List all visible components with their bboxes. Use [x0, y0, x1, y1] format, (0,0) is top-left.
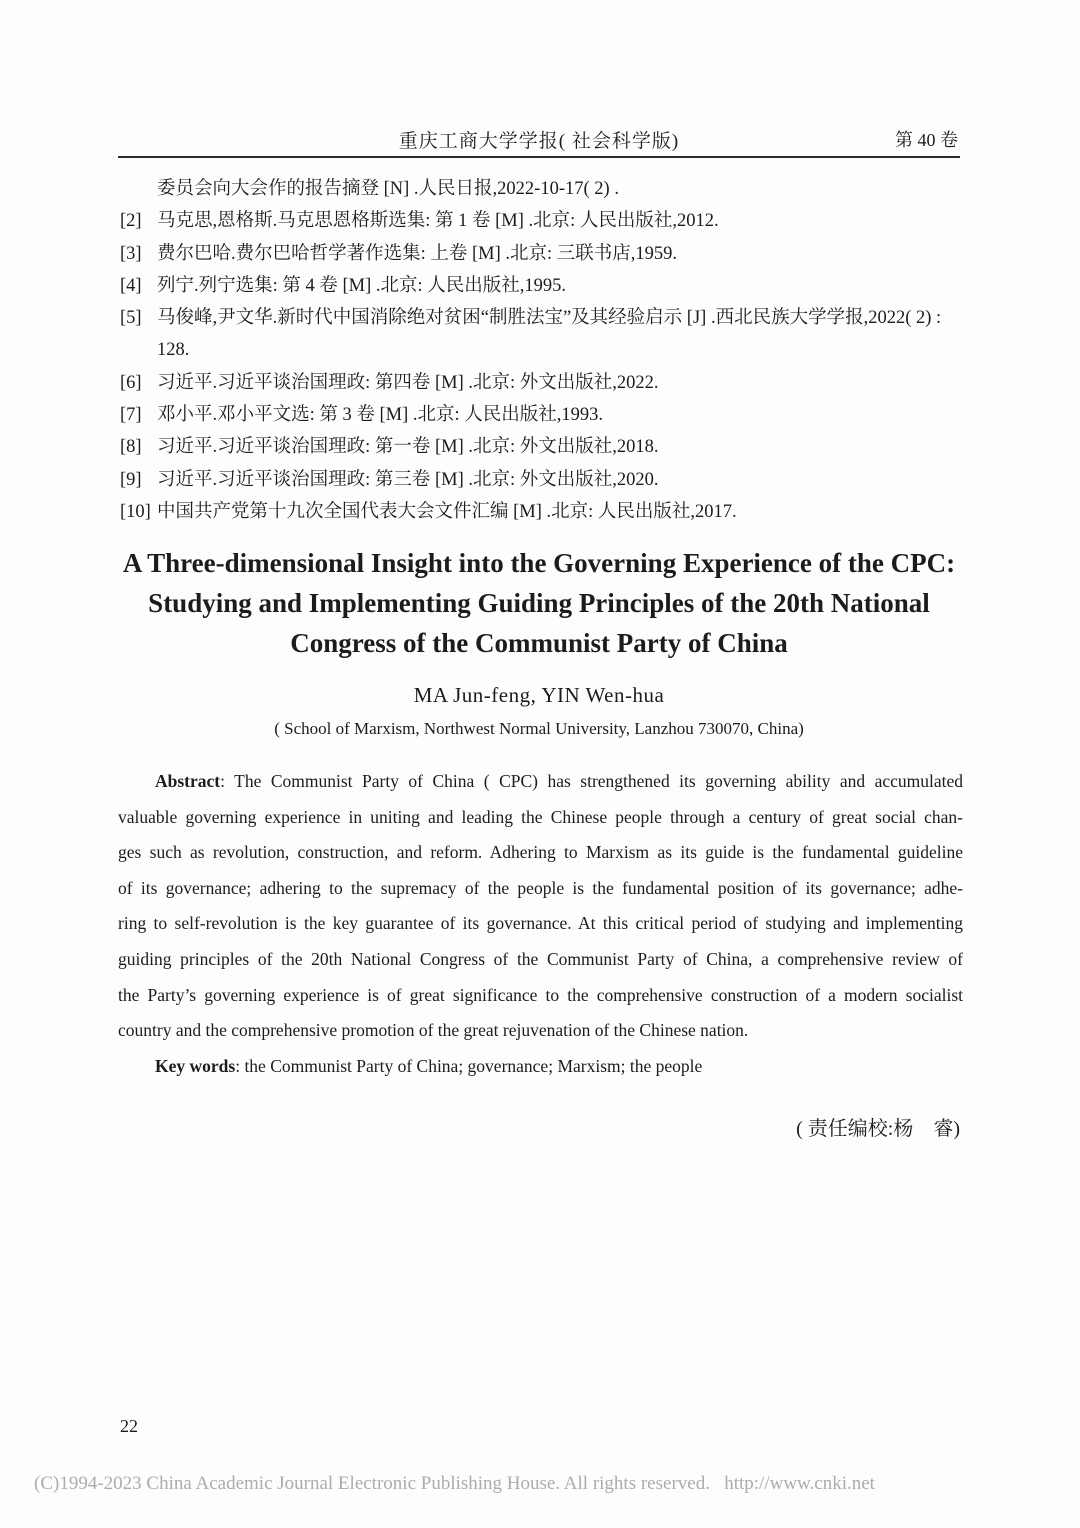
reference-text: 委员会向大会作的报告摘登 [N] .人民日报,2022-10-17( 2) .	[157, 179, 619, 199]
abstract-line: of its governance; adhering to the supremacy of the people is the fundamental position of its governance; adhe-	[118, 877, 963, 898]
keywords-label: Key words	[155, 1055, 236, 1076]
reference-item	[120, 205, 966, 237]
reference-number: [6]	[120, 372, 142, 393]
abstract-line: ring to self-revolution is the key guarantee of its governance. At this critical period of studying and implementing	[118, 913, 963, 934]
keywords-line: Key words: the Communist Party of China; governance; Marxism; the people	[155, 1055, 703, 1076]
reference-text: 费尔巴哈.费尔巴哈哲学著作选集: 上卷 [M] .北京: 三联书店,1959.	[157, 243, 678, 264]
reference-number: [7]	[120, 405, 142, 426]
abstract-line: country and the comprehensive promotion of the great rejuvenation of the Chinese nation.	[118, 1020, 749, 1041]
reference-text: 列宁.列宁选集: 第 4 卷 [M] .北京: 人民出版社,1995.	[157, 275, 567, 296]
reference-text: 邓小平.邓小平文选: 第 3 卷 [M] .北京: 人民出版社,1993.	[157, 405, 604, 426]
volume-label: 第 40 卷	[895, 130, 958, 150]
abstract-line: ges such as revolution, construction, and reform. Adhering to Marxism as its guide is the fundamental guideline	[118, 842, 963, 863]
reference-item	[120, 431, 966, 463]
page-number: 22	[120, 1416, 138, 1436]
reference-item	[120, 302, 966, 367]
reference-number: [10]	[120, 501, 151, 522]
reference-number: [8]	[120, 437, 142, 458]
reference-number: [4]	[120, 275, 142, 296]
reference-number: [2]	[120, 211, 142, 232]
reference-text: 马俊峰,尹文华.新时代中国消除绝对贫困“制胜法宝”及其经验启示 [J] .西北民族大学学报,2022( 2) : 128.	[157, 308, 942, 361]
reference-item	[120, 238, 966, 270]
reference-item	[120, 367, 966, 399]
reference-text: 中国共产党第十九次全国代表大会文件汇编 [M] .北京: 人民出版社,2017.	[157, 501, 737, 522]
abstract-line: guiding principles of the 20th National Congress of the Communist Party of China, a comprehensive review of	[118, 948, 963, 969]
reference-number: [9]	[120, 469, 142, 490]
reference-number	[120, 173, 157, 205]
affiliation-line: ( School of Marxism, Northwest Normal University, Lanzhou 730070, China)	[274, 719, 804, 738]
article-title-line: Congress of the Communist Party of China	[290, 628, 788, 658]
header-divider	[118, 156, 960, 158]
page-header	[118, 126, 960, 152]
reference-number: [3]	[120, 243, 142, 264]
authors-line: MA Jun-feng, YIN Wen-hua	[413, 683, 665, 707]
reference-item	[120, 464, 966, 496]
abstract-line: Abstract: The Communist Party of China ( CPC) has strengthened its governing ability and accumulated	[155, 771, 963, 791]
reference-item	[120, 496, 966, 528]
article-title	[108, 543, 970, 663]
reference-text: 习近平.习近平谈治国理政: 第三卷 [M] .北京: 外文出版社,2020.	[157, 469, 659, 490]
reference-continuation	[120, 173, 966, 205]
reference-item	[120, 270, 966, 302]
reference-item	[120, 399, 966, 431]
abstract-label: Abstract	[155, 771, 221, 791]
abstract-line: the Party’s governing experience is of great significance to the comprehensive construction of a modern socialist	[118, 984, 963, 1005]
copyright-footer: (C)1994-2023 China Academic Journal Electronic Publishing House. All rights reserved. http://www.cnki.net	[34, 1473, 875, 1494]
abstract-line: valuable governing experience in uniting and leading the Chinese people through a century of great social chan-	[118, 806, 963, 827]
journal-title: 重庆工商大学学报( 社会科学版)	[398, 131, 680, 152]
reference-text: 马克思,恩格斯.马克思恩格斯选集: 第 1 卷 [M] .北京: 人民出版社,2012.	[157, 211, 719, 232]
reference-number: [5]	[120, 308, 142, 329]
editor-note: ( 责任编校:杨 睿)	[796, 1118, 960, 1140]
article-title-line: Studying and Implementing Guiding Principles of the 20th National	[148, 588, 930, 618]
article-title-line: A Three-dimensional Insight into the Governing Experience of the CPC:	[122, 548, 956, 578]
reference-list	[120, 173, 966, 528]
reference-text: 习近平.习近平谈治国理政: 第四卷 [M] .北京: 外文出版社,2022.	[157, 372, 659, 393]
reference-text: 习近平.习近平谈治国理政: 第一卷 [M] .北京: 外文出版社,2018.	[157, 437, 659, 458]
abstract-section	[118, 764, 963, 1084]
